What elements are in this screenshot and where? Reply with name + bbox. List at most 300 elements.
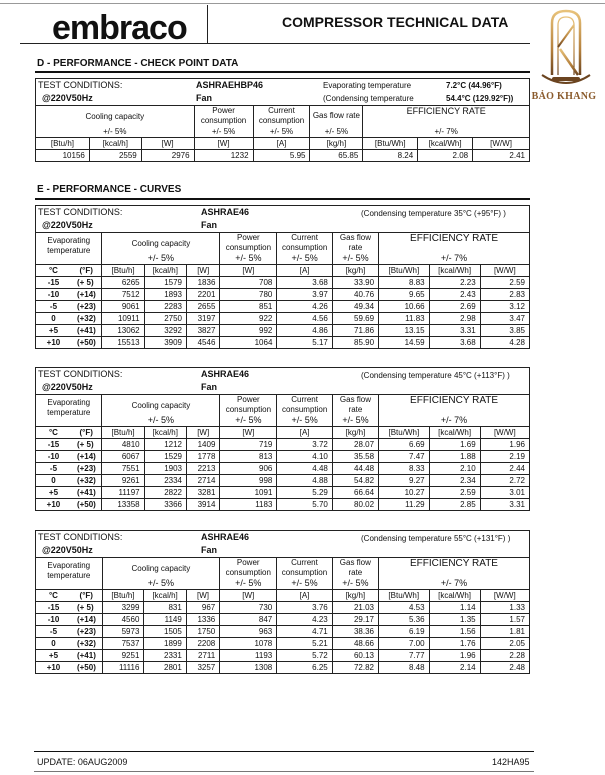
unit-cell: °C [36,265,71,277]
value-cell: 2201 [186,289,219,301]
value-cell: 1.33 [480,602,529,614]
table-row [36,277,530,289]
evaporating-temp-cell: (+14) [71,289,102,301]
efficiency-rate-header: EFFICIENCY RATE [379,395,530,416]
value-cell: 3914 [186,499,219,511]
value-cell: 2.72 [480,475,529,487]
value-cell: 1.14 [429,602,480,614]
evaporating-temp-cell: (+32) [71,638,102,650]
table-row [36,638,530,650]
power-consumption-header: Power consumption [220,558,277,579]
value-cell: 9.65 [379,289,430,301]
value-cell: 3281 [186,487,219,499]
power-tolerance: +/- 5% [194,126,253,138]
curve-table-1 [35,367,530,511]
voltage-label: @220V50Hz [42,93,93,103]
curve-tolerance-row [36,253,530,265]
value-cell: 5.70 [277,499,332,511]
cooling-capacity-header: Cooling capacity [36,106,195,127]
value-cell: 66.64 [332,487,378,499]
evaporating-temp-cell: (+32) [71,475,102,487]
value-cell: 59.69 [332,313,378,325]
value-cell: 1.96 [429,650,480,662]
evaporating-temp-cell: 0 [36,475,71,487]
value-cell: 5973 [102,626,144,638]
update-date: UPDATE: 06AUG2009 [37,757,128,767]
gas-flow-header: Gas flow rate [310,106,363,127]
evaporating-temp-cell: -15 [36,602,71,614]
evaporating-temp-cell: (+50) [71,337,102,349]
standard-label: ASHRAE46 [201,532,250,542]
evaporating-temp-cell: 0 [36,313,71,325]
value-cell: 11197 [102,487,144,499]
value-cell: 3909 [144,337,186,349]
value-cell: 998 [220,475,277,487]
section-d-rule [35,71,530,73]
value-cell: 85.90 [332,337,378,349]
value-cell: 3.01 [480,487,529,499]
curve-conditions-row [36,206,530,233]
value-cell: 2.28 [480,650,529,662]
value-cell: 2.59 [480,277,529,289]
value-cell: 906 [220,463,277,475]
value-cell: 9251 [102,650,144,662]
table-row [36,650,530,662]
value-cell: 2.19 [480,451,529,463]
value-cell: 1.88 [429,451,480,463]
table-row [36,463,530,475]
value-cell: 1091 [220,487,277,499]
value-cell: 3.85 [480,325,529,337]
value-cell: 54.82 [332,475,378,487]
efficiency-tolerance: +/- 7% [363,126,530,138]
value-cell: 1212 [144,439,186,451]
unit-cell: [W] [194,138,253,150]
unit-cell: [kcal/h] [144,265,186,277]
value-cell: 11116 [102,662,144,674]
unit-cell: [kg/h] [332,590,378,602]
value-cell: 2.69 [429,301,480,313]
bao-khang-emblem-icon [528,5,600,89]
value-cell: 967 [186,602,219,614]
value-cell: 9261 [102,475,144,487]
value-cell: 1505 [144,626,186,638]
evaporating-temp-cell: -15 [36,277,71,289]
value-cell: 1579 [144,277,186,289]
fan-label: Fan [196,93,213,103]
unit-cell: [W/W] [480,265,529,277]
condensing-temp-label: (Condensing temperature [323,94,414,103]
unit-cell: [kcal/h] [144,590,186,602]
power-tolerance: +/- 5% [220,253,277,265]
unit-cell: [kcal/Wh] [418,138,473,150]
value-cell: 1750 [186,626,219,638]
value-cell: 1.96 [480,439,529,451]
value-cell: 10.27 [379,487,430,499]
footer-rule [34,751,534,752]
unit-cell: [Btu/h] [36,138,90,150]
value-cell: 2.43 [429,289,480,301]
value-cell: 49.34 [332,301,378,313]
table-row [36,475,530,487]
value-cell: 6067 [102,451,144,463]
checkpoint-units-row [36,138,530,150]
standard-label: ASHRAEHBP46 [196,80,264,90]
evaporating-temp-cell: (+14) [71,451,102,463]
value-cell: 3299 [102,602,144,614]
evaporating-temp-cell: -5 [36,463,71,475]
cooling-capacity-header: Cooling capacity [102,558,220,579]
evaporating-temp-header: Evaporating temperature [36,558,103,590]
table-row [36,626,530,638]
curve-table-2 [35,530,530,674]
evaporating-temp-cell: +10 [36,337,71,349]
table-row [36,439,530,451]
value-cell: 8.24 [363,150,418,162]
voltage-label: @220V50Hz [42,382,93,392]
value-cell: 14.59 [379,337,430,349]
unit-cell: [Btu/h] [102,265,144,277]
curve-conditions-row [36,531,530,558]
unit-cell: °C [36,590,71,602]
value-cell: 8.83 [379,277,430,289]
value-cell: 65.85 [310,150,363,162]
section-e-title: E - PERFORMANCE - CURVES [37,184,182,195]
unit-cell: [W] [186,590,219,602]
value-cell: 8.48 [378,662,429,674]
brand-name: BẢO KHANG [531,91,597,102]
value-cell: 1232 [194,150,253,162]
current-tolerance: +/- 5% [277,578,332,590]
value-cell: 9.27 [379,475,430,487]
value-cell: 2559 [89,150,141,162]
value-cell: 1778 [186,451,219,463]
unit-cell: [Btu/Wh] [379,265,430,277]
evaporating-temp-value: 7.2°C (44.96°F) [446,81,502,90]
evaporating-temp-header: Evaporating temperature [36,395,102,427]
value-cell: 3292 [144,325,186,337]
value-cell: 2.41 [473,150,530,162]
value-cell: 708 [220,277,277,289]
table-row [36,499,530,511]
unit-cell: [W] [186,265,219,277]
standard-label: ASHRAE46 [201,369,250,379]
value-cell: 7.47 [379,451,430,463]
evaporating-temp-label: Evaporating temperature [323,81,412,90]
gas-tolerance: +/- 5% [332,415,378,427]
value-cell: 33.90 [332,277,378,289]
value-cell: 5.95 [253,150,310,162]
value-cell: 13.15 [379,325,430,337]
curve-table-0 [35,205,530,349]
efficiency-tolerance: +/- 7% [379,253,530,265]
evaporating-temp-cell: -10 [36,614,71,626]
table-row [36,602,530,614]
unit-cell: [A] [253,138,310,150]
table-row [36,662,530,674]
value-cell: 4.28 [480,337,529,349]
value-cell: 21.03 [332,602,378,614]
value-cell: 730 [220,602,277,614]
current-consumption-header: Current consumption [277,233,332,254]
curve-units-row [36,427,530,439]
cooling-tolerance: +/- 5% [36,126,195,138]
evaporating-temp-cell: 0 [36,638,71,650]
unit-cell: [Btu/Wh] [379,427,430,439]
curve-tolerance-row [36,578,530,590]
value-cell: 6.19 [378,626,429,638]
value-cell: 13358 [102,499,144,511]
current-tolerance: +/- 5% [277,253,332,265]
value-cell: 3.97 [277,289,332,301]
value-cell: 40.76 [332,289,378,301]
value-cell: 9061 [102,301,144,313]
value-cell: 3.47 [480,313,529,325]
value-cell: 3.76 [277,602,332,614]
checkpoint-table [35,78,530,162]
value-cell: 2801 [144,662,186,674]
value-cell: 831 [144,602,186,614]
value-cell: 4.23 [277,614,332,626]
fan-label: Fan [201,382,218,392]
evaporating-temp-cell: (+ 5) [71,439,102,451]
value-cell: 3366 [144,499,186,511]
value-cell: 7512 [102,289,144,301]
value-cell: 2.44 [480,463,529,475]
value-cell: 10.66 [379,301,430,313]
checkpoint-conditions-row [36,79,530,106]
efficiency-rate-header: EFFICIENCY RATE [363,106,530,127]
table-row [36,289,530,301]
checkpoint-tolerance-row [36,126,530,138]
value-cell: 4.48 [277,463,332,475]
value-cell: 2822 [144,487,186,499]
value-cell: 6.69 [379,439,430,451]
value-cell: 15513 [102,337,144,349]
evaporating-temp-cell: -10 [36,451,71,463]
section-d-title: D - PERFORMANCE - CHECK POINT DATA [37,58,239,69]
value-cell: 2711 [186,650,219,662]
value-cell: 922 [220,313,277,325]
value-cell: 4.10 [277,451,332,463]
value-cell: 1.57 [480,614,529,626]
gas-tolerance: +/- 5% [332,578,378,590]
table-row [36,451,530,463]
value-cell: 963 [220,626,277,638]
evaporating-temp-header: Evaporating temperature [36,233,102,265]
document-header [20,5,530,47]
curve-conditions-row [36,368,530,395]
cooling-tolerance: +/- 5% [102,253,220,265]
value-cell: 1064 [220,337,277,349]
unit-cell: [kcal/Wh] [429,590,480,602]
value-cell: 5.21 [277,638,332,650]
unit-cell: [kg/h] [332,265,378,277]
current-tolerance: +/- 5% [253,126,310,138]
value-cell: 2.85 [429,499,480,511]
evaporating-temp-cell: -10 [36,289,71,301]
value-cell: 813 [220,451,277,463]
value-cell: 10911 [102,313,144,325]
value-cell: 1409 [186,439,219,451]
value-cell: 13062 [102,325,144,337]
evaporating-temp-cell: (+23) [71,463,102,475]
value-cell: 2283 [144,301,186,313]
unit-cell: (°F) [71,265,102,277]
unit-cell: [kcal/h] [144,427,186,439]
table-row [36,614,530,626]
value-cell: 2.10 [429,463,480,475]
value-cell: 4.56 [277,313,332,325]
value-cell: 3.31 [429,325,480,337]
unit-cell: [W/W] [473,138,530,150]
curve-units-row [36,265,530,277]
unit-cell: [W] [220,590,277,602]
unit-cell: [W] [186,427,219,439]
document-title: COMPRESSOR TECHNICAL DATA [282,14,509,30]
cooling-capacity-header: Cooling capacity [102,395,220,416]
unit-cell: [W/W] [480,427,529,439]
fan-label: Fan [201,545,218,555]
header-divider [207,5,208,43]
gas-flow-header: Gas flow rate [332,233,378,254]
gas-flow-header: Gas flow rate [332,395,378,416]
value-cell: 44.48 [332,463,378,475]
value-cell: 992 [220,325,277,337]
value-cell: 7.77 [378,650,429,662]
value-cell: 3257 [186,662,219,674]
unit-cell: (°F) [71,590,102,602]
table-row [36,301,530,313]
unit-cell: [Btu/Wh] [363,138,418,150]
unit-cell: [W] [220,427,277,439]
evaporating-temp-cell: (+41) [71,325,102,337]
value-cell: 5.72 [277,650,332,662]
test-conditions-label: TEST CONDITIONS: [38,532,123,542]
value-cell: 7537 [102,638,144,650]
value-cell: 4.71 [277,626,332,638]
table-row [36,487,530,499]
test-conditions-label: TEST CONDITIONS: [38,80,123,90]
test-conditions-label: TEST CONDITIONS: [38,207,123,217]
value-cell: 28.07 [332,439,378,451]
power-tolerance: +/- 5% [220,415,277,427]
value-cell: 7.00 [378,638,429,650]
value-cell: 2208 [186,638,219,650]
cooling-tolerance: +/- 5% [102,415,220,427]
efficiency-tolerance: +/- 7% [378,578,529,590]
gas-flow-header: Gas flow rate [332,558,378,579]
evaporating-temp-cell: +5 [36,487,71,499]
efficiency-tolerance: +/- 7% [379,415,530,427]
current-tolerance: +/- 5% [277,415,332,427]
evaporating-temp-cell: (+50) [71,662,102,674]
value-cell: 2213 [186,463,219,475]
value-cell: 4.26 [277,301,332,313]
value-cell: 48.66 [332,638,378,650]
cooling-capacity-header: Cooling capacity [102,233,220,254]
value-cell: 3.12 [480,301,529,313]
value-cell: 7551 [102,463,144,475]
gas-tolerance: +/- 5% [310,126,363,138]
power-consumption-header: Power consumption [220,395,277,416]
value-cell: 72.82 [332,662,378,674]
value-cell: 4546 [186,337,219,349]
value-cell: 3.31 [480,499,529,511]
evaporating-temp-cell: +5 [36,650,71,662]
unit-cell: [kg/h] [332,427,378,439]
unit-cell: (°F) [71,427,102,439]
value-cell: 5.36 [378,614,429,626]
model-code: 142HA95 [492,757,530,767]
value-cell: 11.29 [379,499,430,511]
value-cell: 1.76 [429,638,480,650]
value-cell: 3.68 [277,277,332,289]
unit-cell: [kcal/h] [89,138,141,150]
current-consumption-header: Current consumption [277,558,332,579]
checkpoint-header-row [36,106,530,127]
fan-label: Fan [201,220,218,230]
condensing-temp-value: 54.4°C (129.92°F)) [446,94,514,103]
bao-khang-logo [528,5,600,105]
checkpoint-values-row [36,150,530,162]
value-cell: 2.98 [429,313,480,325]
value-cell: 6265 [102,277,144,289]
condensing-temp-label: (Condensing temperature 35°C (+95°F) ) [361,209,506,218]
value-cell: 3197 [186,313,219,325]
value-cell: 2.83 [480,289,529,301]
unit-cell: [Btu/Wh] [378,590,429,602]
value-cell: 5.17 [277,337,332,349]
unit-cell: [W/W] [480,590,529,602]
value-cell: 1183 [220,499,277,511]
value-cell: 847 [220,614,277,626]
value-cell: 2.59 [429,487,480,499]
value-cell: 780 [220,289,277,301]
evaporating-temp-cell: (+41) [71,650,102,662]
standard-label: ASHRAE46 [201,207,250,217]
value-cell: 1336 [186,614,219,626]
value-cell: 29.17 [332,614,378,626]
value-cell: 4.88 [277,475,332,487]
value-cell: 2.05 [480,638,529,650]
value-cell: 2.14 [429,662,480,674]
curve-header-row [36,395,530,416]
value-cell: 2655 [186,301,219,313]
unit-cell: °C [36,427,71,439]
curve-units-row [36,590,530,602]
unit-cell: [A] [277,590,332,602]
table-row [36,325,530,337]
power-consumption-header: Power consumption [220,233,277,254]
voltage-label: @220V50Hz [42,545,93,555]
curve-header-row [36,558,530,579]
value-cell: 2976 [141,150,194,162]
power-tolerance: +/- 5% [220,578,277,590]
unit-cell: [kcal/Wh] [429,427,480,439]
evaporating-temp-cell: (+41) [71,487,102,499]
value-cell: 1.69 [429,439,480,451]
efficiency-rate-header: EFFICIENCY RATE [379,233,530,254]
curve-header-row [36,233,530,254]
unit-cell: [W] [220,265,277,277]
cooling-tolerance: +/- 5% [102,578,220,590]
value-cell: 2.34 [429,475,480,487]
evaporating-temp-cell: (+ 5) [71,602,102,614]
section-e-rule [35,198,530,200]
value-cell: 1.56 [429,626,480,638]
evaporating-temp-cell: (+ 5) [71,277,102,289]
